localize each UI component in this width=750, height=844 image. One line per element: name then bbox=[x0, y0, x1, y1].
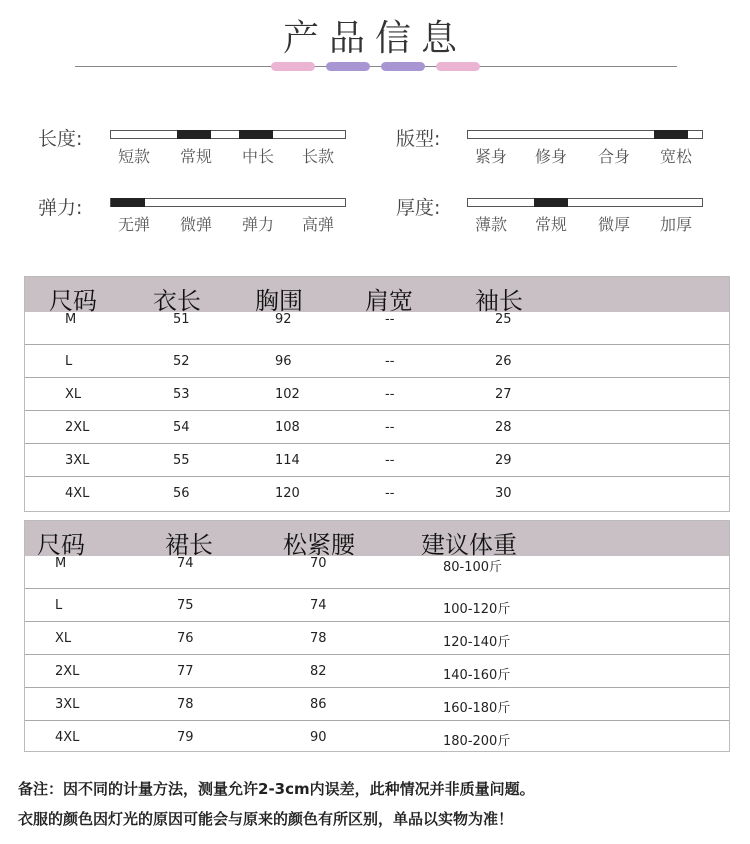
table-cell: 4XL bbox=[65, 486, 90, 501]
title-dot-2 bbox=[326, 62, 370, 71]
table-cell: M bbox=[65, 312, 77, 327]
table-cell: 55 bbox=[173, 453, 190, 468]
size-table-top bbox=[24, 276, 730, 512]
table-cell: 4XL bbox=[55, 730, 80, 745]
page-title: 产品信息 bbox=[282, 18, 467, 59]
table-cell: 86 bbox=[310, 697, 327, 712]
table-cell: M bbox=[55, 556, 67, 571]
table-cell: 120 bbox=[275, 486, 300, 501]
table-cell: 76 bbox=[177, 631, 194, 646]
note-color: 衣服的颜色因灯光的原因可能会与原来的颜色有所区别，单品以实物为准！ bbox=[18, 810, 514, 828]
attribute-option: 加厚 bbox=[660, 215, 693, 234]
attribute-option: 微厚 bbox=[598, 215, 631, 234]
attribute-label: 厚度: bbox=[396, 197, 441, 219]
attribute-scale-bar bbox=[110, 198, 346, 207]
table-cell: 160-180斤 bbox=[443, 701, 511, 716]
attribute-option: 弹力 bbox=[242, 215, 275, 234]
table-cell: 114 bbox=[275, 453, 300, 468]
table-cell: -- bbox=[385, 387, 395, 402]
table-cell: L bbox=[55, 598, 63, 613]
size-table-bottom bbox=[24, 520, 730, 752]
table-header bbox=[25, 277, 729, 315]
table-cell: 56 bbox=[173, 486, 190, 501]
table-cell: 108 bbox=[275, 420, 300, 435]
table-cell: 25 bbox=[495, 312, 512, 327]
table-row bbox=[25, 312, 729, 345]
title-divider bbox=[75, 66, 677, 67]
table-header-cell: 建议体重 bbox=[421, 531, 517, 559]
table-cell: 3XL bbox=[55, 697, 80, 712]
table-row bbox=[25, 477, 729, 510]
table-cell: 90 bbox=[310, 730, 327, 745]
attribute-option: 微弹 bbox=[180, 215, 213, 234]
attribute-scale-marker bbox=[654, 130, 688, 139]
table-cell: XL bbox=[55, 631, 72, 646]
table-row bbox=[25, 411, 729, 444]
table-cell: L bbox=[65, 354, 73, 369]
table-cell: 27 bbox=[495, 387, 512, 402]
title-dot-3 bbox=[381, 62, 425, 71]
table-cell: -- bbox=[385, 354, 395, 369]
table-header-cell: 尺码 bbox=[37, 531, 85, 559]
attribute-scale-bar bbox=[467, 198, 703, 207]
table-row bbox=[25, 655, 729, 688]
table-cell: 78 bbox=[177, 697, 194, 712]
table-header-cell: 衣长 bbox=[153, 287, 201, 315]
attribute-option: 合身 bbox=[598, 147, 631, 166]
table-cell: 100-120斤 bbox=[443, 602, 511, 617]
table-cell: -- bbox=[385, 420, 395, 435]
attribute-option: 紧身 bbox=[475, 147, 508, 166]
table-cell: 52 bbox=[173, 354, 190, 369]
attribute-option: 长款 bbox=[302, 147, 335, 166]
attribute-option: 常规 bbox=[180, 147, 213, 166]
table-cell: 29 bbox=[495, 453, 512, 468]
table-cell: 28 bbox=[495, 420, 512, 435]
table-row bbox=[25, 444, 729, 477]
table-cell: 53 bbox=[173, 387, 190, 402]
attribute-option: 常规 bbox=[535, 215, 568, 234]
title-dot-1 bbox=[271, 62, 315, 71]
table-cell: 74 bbox=[177, 556, 194, 571]
table-cell: 26 bbox=[495, 354, 512, 369]
table-row bbox=[25, 345, 729, 378]
table-cell: 120-140斤 bbox=[443, 635, 511, 650]
table-row bbox=[25, 556, 729, 589]
table-cell: 77 bbox=[177, 664, 194, 679]
attribute-option: 短款 bbox=[118, 147, 151, 166]
table-cell: 79 bbox=[177, 730, 194, 745]
table-cell: 75 bbox=[177, 598, 194, 613]
attribute-scale-marker bbox=[534, 198, 568, 207]
table-row bbox=[25, 589, 729, 622]
attribute-scale-marker bbox=[111, 198, 145, 207]
table-cell: 80-100斤 bbox=[443, 560, 503, 575]
table-header-cell: 松紧腰 bbox=[283, 531, 355, 559]
table-cell: -- bbox=[385, 312, 395, 327]
attribute-scale-marker bbox=[177, 130, 211, 139]
table-row bbox=[25, 688, 729, 721]
table-cell: 54 bbox=[173, 420, 190, 435]
attribute-option: 薄款 bbox=[475, 215, 508, 234]
table-cell: 82 bbox=[310, 664, 327, 679]
attribute-option: 无弹 bbox=[118, 215, 151, 234]
table-cell: 30 bbox=[495, 486, 512, 501]
table-cell: 78 bbox=[310, 631, 327, 646]
attribute-label: 弹力: bbox=[38, 197, 83, 219]
attribute-option: 中长 bbox=[242, 147, 275, 166]
table-cell: 51 bbox=[173, 312, 190, 327]
table-header-cell: 尺码 bbox=[49, 287, 97, 315]
attribute-option: 高弹 bbox=[302, 215, 335, 234]
table-cell: 96 bbox=[275, 354, 292, 369]
table-cell: 180-200斤 bbox=[443, 734, 511, 749]
attribute-option: 修身 bbox=[535, 147, 568, 166]
table-cell: XL bbox=[65, 387, 82, 402]
attribute-option: 宽松 bbox=[660, 147, 693, 166]
table-cell: -- bbox=[385, 453, 395, 468]
table-header-cell: 裙长 bbox=[165, 531, 213, 559]
table-cell: 74 bbox=[310, 598, 327, 613]
table-cell: 70 bbox=[310, 556, 327, 571]
table-cell: 102 bbox=[275, 387, 300, 402]
attribute-scale-bar bbox=[110, 130, 346, 139]
table-row bbox=[25, 721, 729, 754]
table-cell: 2XL bbox=[55, 664, 80, 679]
table-cell: 92 bbox=[275, 312, 292, 327]
table-cell: 2XL bbox=[65, 420, 90, 435]
table-header-cell: 胸围 bbox=[255, 287, 303, 315]
table-cell: 3XL bbox=[65, 453, 90, 468]
attribute-scale-marker bbox=[239, 130, 273, 139]
table-cell: -- bbox=[385, 486, 395, 501]
attribute-label: 长度: bbox=[38, 128, 83, 150]
note-measurement: 备注：因不同的计量方法，测量允许2-3cm内误差，此种情况并非质量问题。 bbox=[18, 780, 535, 798]
table-header-cell: 袖长 bbox=[475, 287, 523, 315]
table-row bbox=[25, 378, 729, 411]
table-cell: 140-160斤 bbox=[443, 668, 511, 683]
attribute-scale-bar bbox=[467, 130, 703, 139]
title-dot-4 bbox=[436, 62, 480, 71]
table-row bbox=[25, 622, 729, 655]
attribute-label: 版型: bbox=[396, 128, 441, 150]
table-header bbox=[25, 521, 729, 559]
table-header-cell: 肩宽 bbox=[365, 287, 413, 315]
